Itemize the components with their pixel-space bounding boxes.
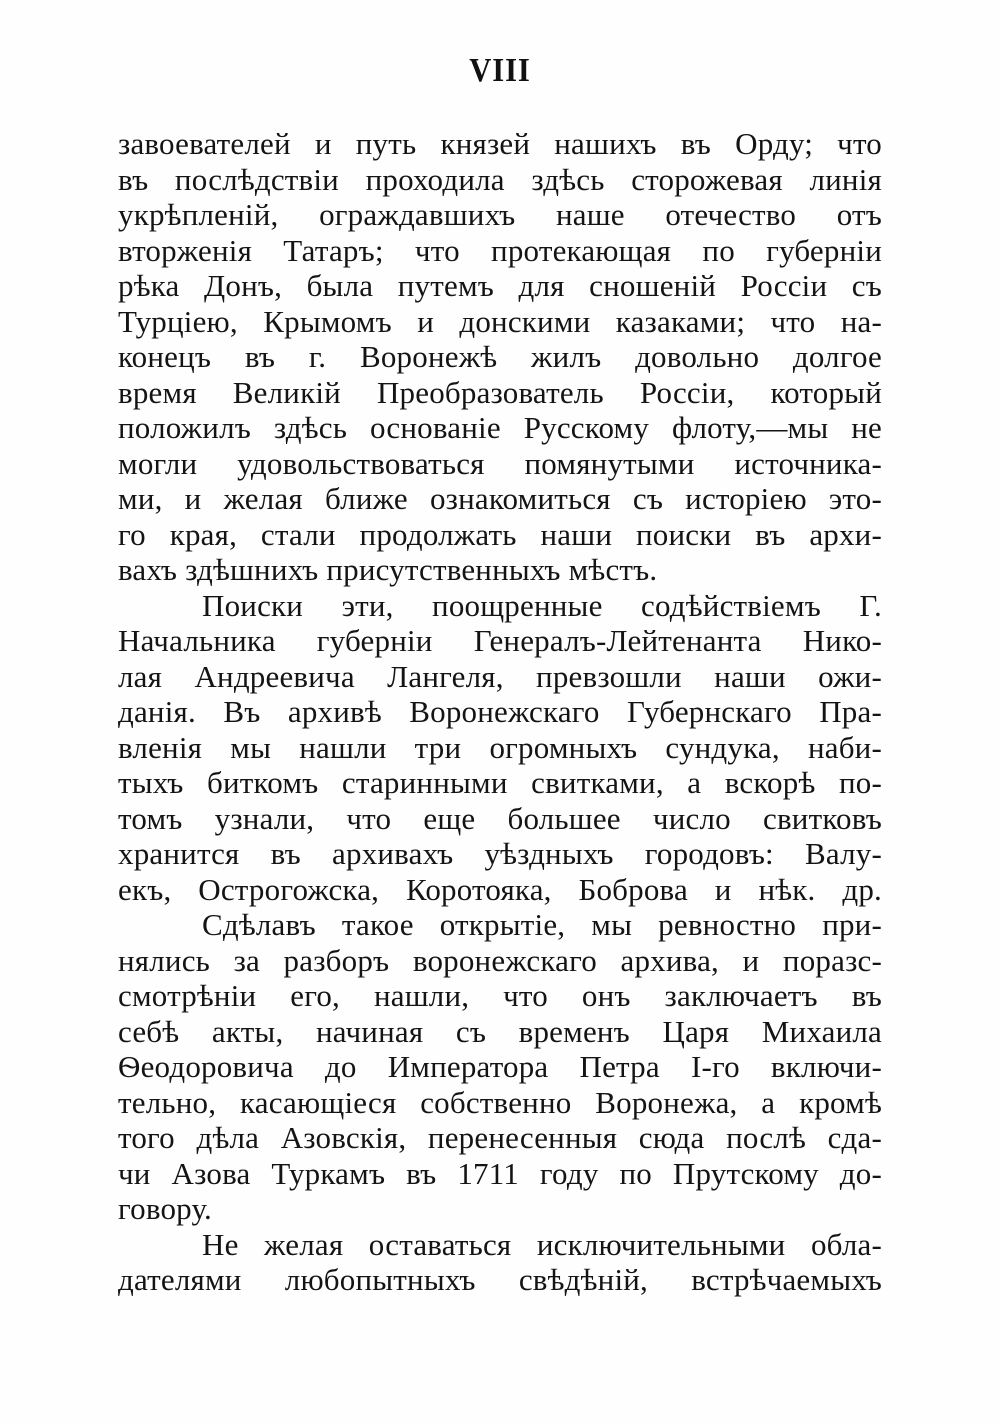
text-line xyxy=(118,233,882,269)
paragraph-first-line xyxy=(118,1227,882,1263)
text-line xyxy=(118,517,882,553)
line-text: Поиски эти, поощренные содѣйствіемъ Г. xyxy=(202,587,882,623)
line-text: тельно, касающіеся собственно Воронежа, а кромѣ xyxy=(118,1084,882,1120)
line-text: рѣка Донъ, была путемъ для сношеній Россіи съ xyxy=(118,268,882,303)
line-text: положилъ здѣсь основаніе Русскому флоту,—мы не xyxy=(118,410,882,445)
text-line xyxy=(118,836,882,872)
text-line xyxy=(118,375,882,411)
text-line xyxy=(118,659,882,695)
text-line xyxy=(118,801,882,837)
line-text: смотрѣніи его, нашли, что онъ заключаетъ въ xyxy=(118,978,882,1013)
line-text: дателями любопытныхъ свѣдѣній, встрѣчаемыхъ xyxy=(118,1262,882,1297)
line-text: чи Азова Туркамъ въ 1711 году по Прутскому до- xyxy=(118,1155,882,1191)
text-line xyxy=(118,446,882,482)
line-text: Турціею, Крымомъ и донскими казаками; что на- xyxy=(118,303,882,339)
text-line xyxy=(118,978,882,1014)
line-text: укрѣпленій, ограждавшихъ наше отечество отъ xyxy=(118,197,882,232)
line-text: Ѳеодоровича до Императора Петра I-го включи- xyxy=(118,1049,882,1084)
text-line xyxy=(118,1049,882,1085)
text-line xyxy=(118,552,882,588)
line-text: тыхъ биткомъ старинными свитками, а вскорѣ по- xyxy=(118,765,882,800)
text-line xyxy=(118,126,882,162)
line-text: конецъ въ г. Воронежѣ жилъ довольно долгое xyxy=(118,339,882,374)
text-line xyxy=(118,197,882,233)
text-line xyxy=(118,339,882,375)
line-text: хранится въ архивахъ уѣздныхъ городовъ: Валу- xyxy=(118,836,882,871)
text-line xyxy=(118,162,882,198)
line-text: себѣ акты, начиная съ временъ Царя Михаила xyxy=(118,1013,882,1049)
line-text: нялись за разборъ воронежскаго архива, и поразс- xyxy=(118,942,882,978)
text-line xyxy=(118,1191,882,1227)
text-line xyxy=(118,304,882,340)
text-line xyxy=(118,694,882,730)
text-line xyxy=(118,623,882,659)
line-text: завоевателей и путь князей нашихъ въ Орду; что xyxy=(118,126,882,161)
text-line xyxy=(118,872,882,908)
line-text: Сдѣлавъ такое открытіе, мы ревностно при- xyxy=(202,907,882,942)
line-text: въ послѣдствіи проходила здѣсь сторожевая линія xyxy=(118,161,882,197)
line-text: данія. Въ архивѣ Воронежскаго Губернскаго Пра- xyxy=(118,694,882,729)
line-text: того дѣла Азовскія, перенесенныя сюда послѣ сда- xyxy=(118,1120,882,1155)
text-line xyxy=(118,481,882,517)
line-text: Начальника губерніи Генералъ-Лейтенанта Нико- xyxy=(118,623,882,658)
text-line xyxy=(118,1014,882,1050)
page-number: VIII xyxy=(469,52,531,89)
line-text: говору. xyxy=(118,1191,213,1226)
text-line xyxy=(118,1262,882,1298)
paragraph-first-line xyxy=(118,588,882,624)
line-text: екъ, Острогожска, Коротояка, Боброва и нѣк. др. xyxy=(118,871,882,907)
text-line xyxy=(118,765,882,801)
text-line xyxy=(118,410,882,446)
line-text: томъ узнали, что еще большее число свитковъ xyxy=(118,800,882,836)
line-text: лая Андреевича Лангеля, превзошли наши ожи- xyxy=(118,658,882,694)
text-line xyxy=(118,268,882,304)
paragraph-first-line xyxy=(118,907,882,943)
text-line xyxy=(118,730,882,766)
line-text: ми, и желая ближе ознакомиться съ исторіею это- xyxy=(118,481,882,516)
line-text: вторженія Татаръ; что протекающая по губерніи xyxy=(118,232,882,268)
line-text: вленія мы нашли три огромныхъ сундука, наби- xyxy=(118,729,882,765)
line-text: время Великій Преобразователь Россіи, который xyxy=(118,374,882,410)
text-line xyxy=(118,943,882,979)
text-line xyxy=(118,1120,882,1156)
text-line xyxy=(118,1156,882,1192)
line-text: вахъ здѣшнихъ присутственныхъ мѣстъ. xyxy=(118,552,658,587)
text-line xyxy=(118,1085,882,1121)
line-text: могли удовольствоваться помянутыми источника- xyxy=(118,445,882,481)
line-text: Не желая оставаться исключительными обла- xyxy=(202,1226,882,1262)
body-text xyxy=(118,126,882,1298)
line-text: го края, стали продолжать наши поиски въ архи- xyxy=(118,516,882,552)
